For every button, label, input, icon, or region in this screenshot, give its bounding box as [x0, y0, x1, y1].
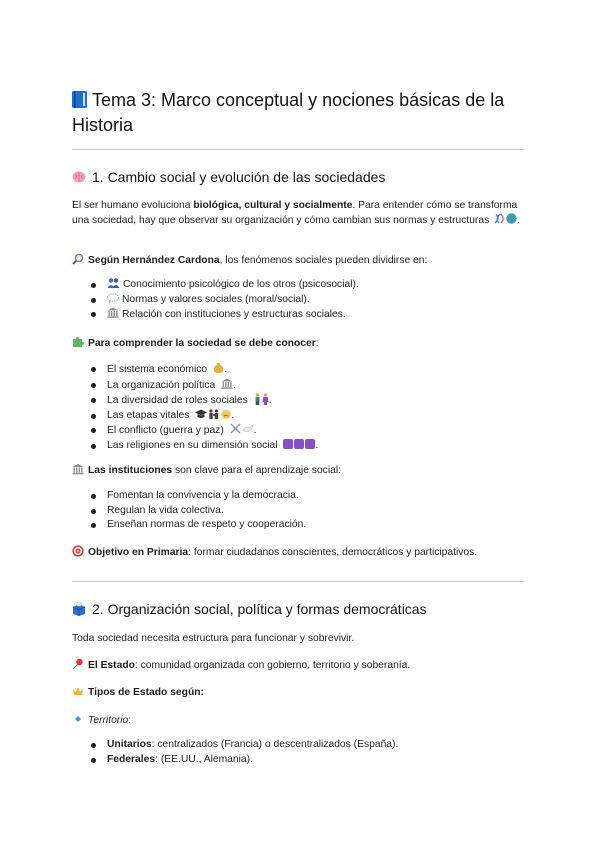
list-item: Normas y valores sociales (moral/social). [88, 293, 359, 308]
list-item: Enseñan normas de respeto y cooperación. [88, 518, 306, 533]
om-symbol-icon [305, 439, 315, 449]
list-item: Las etapas vitales . [88, 409, 318, 424]
state-types-list [88, 738, 398, 767]
crown-icon [72, 685, 84, 697]
cross-symbol-icon [294, 439, 304, 449]
tipos-heading: Tipos de Estado según: [72, 685, 526, 700]
page-title: Tema 3: Marco conceptual y nociones básicas de la Historia [72, 90, 505, 135]
dna-icon [494, 213, 506, 224]
section-2-intro: Toda sociedad necesita estructura para funcionar y sobrevivir. [72, 633, 355, 644]
crescent-symbol-icon [283, 439, 293, 449]
list-item: La diversidad de roles sociales . [88, 393, 318, 409]
territorio-label: Territorio: [72, 713, 526, 728]
classical-building-icon [221, 378, 233, 389]
estado-line: El Estado: comunidad organizada con gobierno, territorio y soberanía. [72, 658, 526, 673]
section-1-heading: 1. Cambio social y evolución de las sociedades [72, 169, 385, 185]
objetivo-line: Objetivo en Primaria: formar ciudadanos conscientes, democráticos y participativos. [72, 545, 526, 560]
target-icon [72, 545, 84, 557]
man-icon [254, 393, 261, 405]
globe-icon [506, 213, 517, 224]
list-item: Unitarios: centralizados (Francia) o descentralizados (España). [88, 738, 398, 753]
hernandez-intro: Según Hernández Cardona, los fenómenos sociales pueden dividirse en: [72, 253, 526, 268]
list-item: El sistema económico . [88, 362, 318, 378]
list-item: Federales: (EE.UU., Alemania). [88, 753, 398, 768]
speech-bubble-icon [107, 293, 119, 303]
puzzle-piece-icon [72, 336, 84, 348]
ballot-box-icon [72, 602, 86, 616]
list-item: El conflicto (guerra y paz) . [88, 423, 318, 439]
section-1-intro: El ser humano evoluciona biológica, cultural y socialmente. Para entender cómo se transforma una sociedad, hay que observar su organización y cómo cambian sus normas y estructuras . [72, 200, 520, 226]
dove-icon [242, 424, 254, 434]
pushpin-icon [72, 658, 84, 670]
graduation-cap-icon [195, 409, 207, 419]
blue-book-icon [72, 91, 87, 108]
phenomena-list [88, 278, 359, 323]
family-icon [208, 409, 220, 419]
list-item: Regulan la vida colectiva. [88, 504, 306, 519]
page-title-block [72, 88, 532, 138]
money-bag-icon [213, 362, 224, 373]
classical-building-icon [107, 307, 119, 318]
list-item: Las religiones en su dimensión social . [88, 439, 318, 454]
section-2-heading: 2. Organización social, política y formas democráticas [72, 601, 427, 617]
elderly-face-icon [221, 409, 231, 419]
magnifying-glass-icon [72, 253, 84, 265]
institutions-list [88, 489, 306, 533]
small-blue-diamond-icon [72, 713, 84, 725]
woman-icon [262, 393, 269, 405]
crossed-swords-icon [230, 423, 241, 434]
classical-building-icon [72, 463, 84, 475]
list-item: Relación con instituciones y estructuras sociales. [88, 307, 359, 323]
divider [72, 581, 524, 582]
divider [72, 149, 524, 150]
list-item: Conocimiento psicológico de los otros (psicosocial). [88, 278, 359, 293]
people-icon [107, 278, 120, 288]
comprender-intro: Para comprender la sociedad se debe conocer: [72, 336, 526, 351]
list-item: Fomentan la convivencia y la democracia. [88, 489, 306, 504]
list-item: La organización política . [88, 378, 318, 394]
know-list [88, 362, 318, 454]
instituciones-intro: Las instituciones son clave para el aprendizaje social: [72, 463, 526, 478]
brain-icon [72, 170, 86, 184]
